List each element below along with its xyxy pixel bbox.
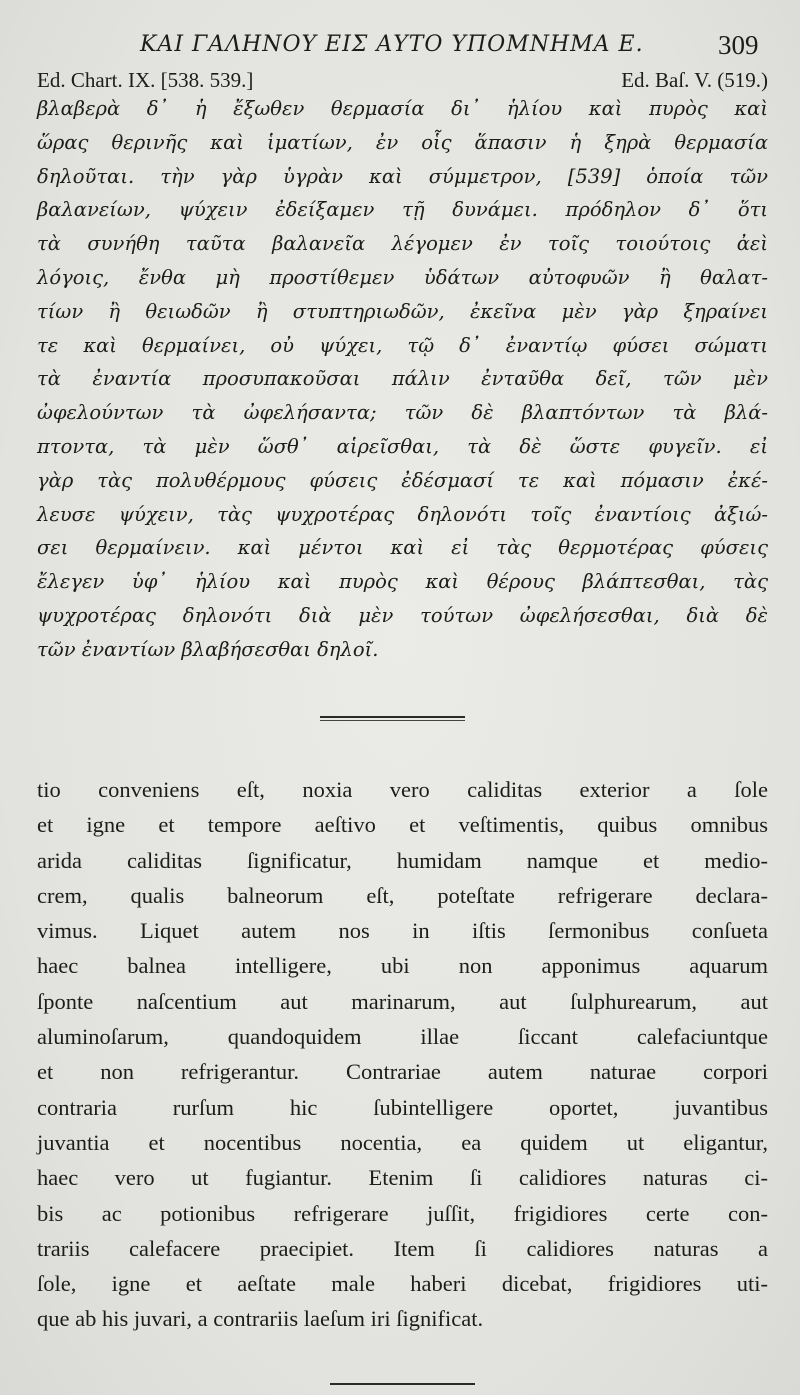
latin-line: contraria rurſum hic ſubintelligere oportet, juvantibus — [37, 1094, 768, 1120]
greek-line: τε καὶ θερμαίνει, οὐ ψύχει, τῷ δ᾽ ἐναντίῳ φύσει σώματι — [37, 333, 768, 357]
latin-line: et non refrigerantur. Contrariae autem naturae corpori — [37, 1059, 768, 1085]
greek-line: ἔλεγεν ὑφ᾽ ἡλίου καὶ πυρὸς καὶ θέρους βλάπτεσθαι, τὰς — [37, 570, 768, 594]
greek-line: ὠφελούντων τὰ ὠφελήσαντα; τῶν δὲ βλαπτόντων τὰ βλά- — [37, 401, 768, 425]
latin-text-block — [37, 772, 768, 1337]
running-title: ΚΑΙ ΓΑΛΗΝΟΥ ΕΙΣ ΑΥΤΟ ΥΠΟΜΝΗΜΑ Ε. — [140, 32, 644, 57]
section-divider-rule — [320, 716, 465, 718]
latin-line: haec vero ut fugiantur. Etenim ſi calidiores naturas ci- — [37, 1165, 768, 1191]
greek-line: τὰ ἐναντία προσυπακοῦσαι πάλιν ἐνταῦθα δεῖ, τῶν μὲν — [37, 367, 768, 391]
running-head — [0, 28, 800, 64]
latin-line: trariis calefacere praecipiet. Item ſi calidiores naturas a — [37, 1235, 768, 1261]
edition-chartier-reference: Ed. Chart. IX. [538. 539.] — [37, 68, 254, 92]
greek-line: τῶν ἐναντίων βλαβήσεσθαι δηλοῖ. — [37, 637, 379, 661]
greek-line: σει θερμαίνειν. καὶ μέντοι καὶ εἰ τὰς θερμοτέρας φύσεις — [37, 536, 768, 560]
page-number: 309 — [718, 30, 759, 60]
latin-line: bis ac potionibus refrigerare juſſit, frigidiores certe con- — [37, 1200, 768, 1226]
latin-line: aluminoſarum, quandoquidem illae ſiccant calefaciuntque — [37, 1024, 768, 1050]
greek-line: τίων ἢ θειωδῶν ἢ στυπτηριωδῶν, ἐκεῖνα μὲν γὰρ ξηραίνει — [37, 299, 768, 323]
greek-line: βαλανείων, ψύχειν ἐδείξαμεν τῇ δυνάμει. πρόδηλον δ᾽ ὅτι — [37, 198, 768, 222]
greek-line: βλαβερὰ δ᾽ ἡ ἔξωθεν θερμασία δι᾽ ἡλίου καὶ πυρὸς καὶ — [37, 97, 768, 120]
latin-line: que ab his juvari, a contrariis laeſum iri ſignificat. — [37, 1306, 484, 1332]
latin-line: ſponte naſcentium aut marinarum, aut ſulphurearum, aut — [37, 988, 768, 1014]
edition-basel-reference: Ed. Baſ. V. (519.) — [621, 68, 768, 92]
greek-line: πτοντα, τὰ μὲν ὥσθ᾽ αἱρεῖσθαι, τὰ δὲ ὥστε φυγεῖν. εἰ — [37, 434, 768, 458]
bottom-divider-rule — [330, 1383, 475, 1385]
greek-text-block — [37, 92, 768, 667]
latin-line: arida caliditas ſignificatur, humidam namque et medio- — [37, 847, 768, 873]
latin-line: crem, qualis balneorum eſt, poteſtate refrigerare declara- — [37, 882, 768, 908]
latin-line: et igne et tempore aeſtivo et veſtimentis, quibus omnibus — [37, 812, 768, 838]
latin-line: ſole, igne et aeſtate male haberi dicebat, frigidiores uti- — [37, 1271, 768, 1297]
greek-line: λόγοις, ἔνθα μὴ προστίθεμεν ὑδάτων αὐτοφυῶν ἢ θαλατ- — [37, 265, 768, 289]
greek-line: δηλοῦται. τὴν γὰρ ὑγρὰν καὶ σύμμετρον, [539] ὁποία τῶν — [37, 164, 768, 188]
latin-line: haec balnea intelligere, ubi non apponimus aquarum — [37, 953, 768, 979]
greek-line: γὰρ τὰς πολυθέρμους φύσεις ἐδέσμασί τε καὶ πόμασιν ἐκέ- — [37, 468, 768, 492]
greek-line: ψυχροτέρας δηλονότι διὰ μὲν τούτων ὠφελήσεσθαι, διὰ δὲ — [37, 603, 768, 627]
latin-line: tio conveniens eſt, noxia vero caliditas exterior a ſole — [37, 777, 768, 802]
greek-line: ὥρας θερινῆς καὶ ἱματίων, ἐν οἷς ἅπασιν ἡ ξηρὰ θερμασία — [37, 130, 768, 154]
greek-line: λευσε ψύχειν, τὰς ψυχροτέρας δηλονότι τοῖς ἐναντίοις ἀξιώ- — [37, 502, 768, 526]
latin-line: juvantia et nocentibus nocentia, ea quidem ut eligantur, — [37, 1129, 768, 1155]
latin-line: vimus. Liquet autem nos in iſtis ſermonibus conſueta — [37, 918, 768, 944]
greek-line: τὰ συνήθη ταῦτα βαλανεῖα λέγομεν ἐν τοῖς τοιούτοις ἀεὶ — [37, 232, 768, 256]
